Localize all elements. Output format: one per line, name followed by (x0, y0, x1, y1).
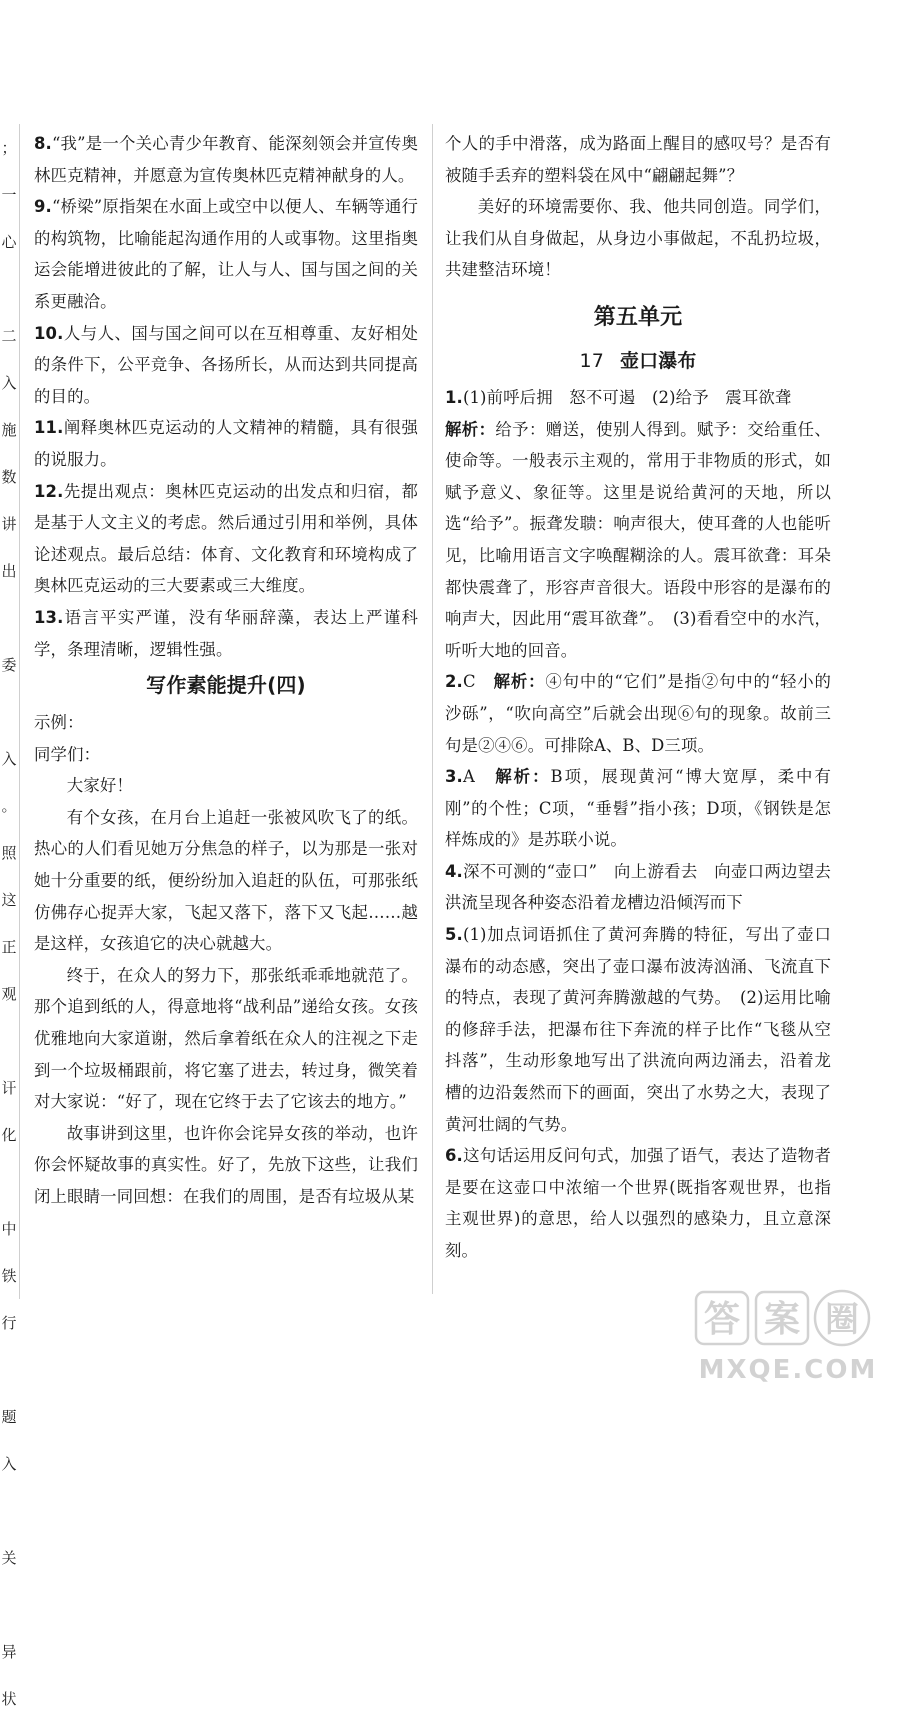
example-label: 示例： (34, 713, 84, 733)
answer-item: 3.A 解析：B项，展现黄河“博大宽厚，柔中有刚”的个性；C项，“垂髫”指小孩；D项，《钢铁是怎样炼成的》是苏联小说。 (445, 767, 831, 850)
edge-glyph: 异 (1, 1643, 17, 1661)
left-margin-rule (19, 124, 20, 1299)
hello-line: 大家好！ (66, 776, 133, 796)
edge-glyph: 讲 (1, 515, 17, 533)
edge-glyph: 中 (1, 1220, 17, 1238)
edge-glyph (0, 595, 18, 642)
adjacent-page-edge (0, 125, 18, 1708)
edge-glyph: 入 (1, 1455, 17, 1473)
svg-text:答: 答 (703, 1299, 741, 1340)
edge-glyph: 讦 (1, 1079, 17, 1097)
edge-glyph (0, 1488, 18, 1535)
answer-item: 2.C 解析：④句中的“它们”是指②句中的“轻小的沙砾”，“吹向高空”后就会出现⑥句的现象。故前三句是②④⑥。可排除A、B、D三项。 (445, 672, 832, 755)
answer-item: 6.这句话运用反问句式，加强了语气，表达了造物者是要在这壶口中浓缩一个世界(既指客观世界，也指主观世界)的意思，给人以强烈的感染力，且立意深刻。 (445, 1146, 831, 1260)
edge-glyph: 这 (1, 891, 17, 909)
answer-item: 12.先提出观点：奥林匹克运动的出发点和归宿，都是基于人文主义的考虑。然后通过引用和举例，具体论述观点。最后总结：体育、文化教育和环境构成了奥林匹克运动的三大要素或三大维度。 (34, 481, 418, 596)
answer-item: 10.人与人、国与国之间可以在互相尊重、友好相处的条件下，公平竞争、各扬所长，从而达到共同提高的目的。 (34, 323, 418, 406)
edge-glyph: 铁 (1, 1267, 17, 1285)
unit-title: 第五单元 (593, 304, 683, 330)
answer-item: 11.阐释奥林匹克运动的人文精神的精髓，具有很强的说服力。 (34, 418, 418, 469)
edge-glyph: 化 (1, 1126, 17, 1144)
answer-item: 4.深不可测的“壶口” 向上游看去 向壶口两边望去 洪流呈现各种姿态沿着龙槽边沿倾泻而下 (445, 861, 848, 913)
right-column (445, 128, 848, 1267)
column-divider (432, 124, 433, 1294)
answer-item: 1.(1)前呼后拥 怒不可遏 (2)给予 震耳欲聋 (445, 387, 792, 407)
edge-glyph: 施 (1, 421, 17, 439)
edge-glyph: 委 (1, 656, 17, 674)
edge-glyph (0, 689, 18, 736)
essay-closing: 美好的环境需要你、我、他共同创造。同学们，让我们从自身做起，从身边小事做起，不乱扔垃圾，共建整洁环境！ (445, 197, 831, 280)
greeting: 同学们： (34, 744, 101, 764)
watermark-logo (688, 1286, 888, 1386)
edge-glyph: 心 (1, 233, 17, 251)
edge-glyph: 入 (1, 750, 17, 768)
edge-glyph (0, 266, 18, 313)
edge-glyph: ； (1, 139, 17, 157)
edge-glyph: 关 (1, 1549, 17, 1567)
lesson-title (445, 344, 831, 378)
essay-continuation: 个人的手中滑落，成为路面上醒目的感叹号？是否有被随手丢弃的塑料袋在风中“翩翩起舞”？ (445, 134, 831, 185)
edge-glyph (0, 1582, 18, 1629)
left-column (34, 128, 418, 1213)
edge-glyph: 照 (1, 844, 17, 862)
edge-glyph: 数 (1, 468, 17, 486)
answer-item: 9.“桥梁”原指架在水面上或空中以便人、车辆等通行的构筑物，比喻能起沟通作用的人或事物。这里指奥运会能增进彼此的了解，让人与人、国与国之间的关系更融洽。 (34, 197, 418, 311)
edge-glyph: 题 (1, 1408, 17, 1426)
edge-glyph: 。 (1, 797, 17, 815)
edge-glyph (0, 1347, 18, 1394)
answer-item: 13.语言平实严谨，没有华丽辞藻，表达上严谨科学，条理清晰，逻辑性强。 (34, 607, 418, 659)
edge-glyph (0, 1018, 18, 1065)
edge-glyph: 一 (1, 186, 17, 204)
edge-glyph: 入 (1, 374, 17, 392)
analysis-item: 解析：给予：赠送，使别人得到。赋予：交给重任、使命等。一般表示主观的，常用于非物质的形式，如赋予意义、象征等。这里是说给黄河的天地，所以选“给予”。振聋发聩：响声很大，使耳聋的人也能听见，比喻用语言文字唤醒糊涂的人。震耳欲聋：耳朵都快震聋了，形容声音很大。语段中形容的是瀑布的响声大，因此用“震耳欲聋”。 (3)看看空中的水汽，听听大地的回音。 (445, 419, 832, 660)
edge-glyph: 出 (1, 562, 17, 580)
svg-text:案: 案 (763, 1299, 801, 1340)
answer-item: 5.(1)加点词语抓住了黄河奔腾的特征，写出了壶口瀑布的动态感，突出了壶口瀑布波涛汹涌、飞流直下的特点，表现了黄河奔腾激越的气势。 (2)运用比喻的修辞手法，把瀑布往下奔流的样子比作“飞毯从空抖落”，生动形象地写出了洪流向两边涌去，沿着龙槽的边沿轰然而下的画面，突出了水势之大，表现了黄河壮阔的气势。 (445, 925, 831, 1134)
essay-paragraph: 故事讲到这里，也许你会诧异女孩的举动，也许你会怀疑故事的真实性。好了，先放下这些，让我们闭上眼睛一同回想：在我们的周围，是否有垃圾从某 (34, 1123, 418, 1206)
essay-paragraph: 有个女孩，在月台上追赶一张被风吹飞了的纸。热心的人们看见她万分焦急的样子，以为那是一张对她十分重要的纸，便纷纷加入追赶的队伍，可那张纸仿佛存心捉弄大家，飞起又落下，落下又飞起……越是这样，女孩追它的决心就越大。 (34, 807, 418, 954)
lesson-number: 17 (579, 349, 604, 372)
lesson-name: 壶口瀑布 (619, 349, 697, 372)
svg-text:MXQE.COM: MXQE.COM (698, 1355, 878, 1385)
answer-item: 8.“我”是一个关心青少年教育、能深刻领会并宣传奥林匹克精神，并愿意为宣传奥林匹克精神献身的人。 (34, 134, 418, 185)
essay-paragraph: 终于，在众人的努力下，那张纸乖乖地就范了。那个追到纸的人，得意地将“战利品”递给女孩。女孩优雅地向大家道谢，然后拿着纸在众人的注视之下走到一个垃圾桶跟前，将它塞了进去，转过身，微笑着对大家说：“好了，现在它终于去了它该去的地方。” (34, 965, 418, 1112)
section-title: 写作素能提升(四) (146, 673, 306, 698)
edge-glyph: 正 (1, 938, 17, 956)
edge-glyph: 观 (1, 985, 17, 1003)
edge-glyph (0, 1159, 18, 1206)
svg-text:圈: 圈 (825, 1300, 859, 1340)
edge-glyph: 二 (1, 327, 17, 345)
edge-glyph: 状 (1, 1690, 17, 1708)
edge-glyph: 行 (1, 1314, 17, 1332)
